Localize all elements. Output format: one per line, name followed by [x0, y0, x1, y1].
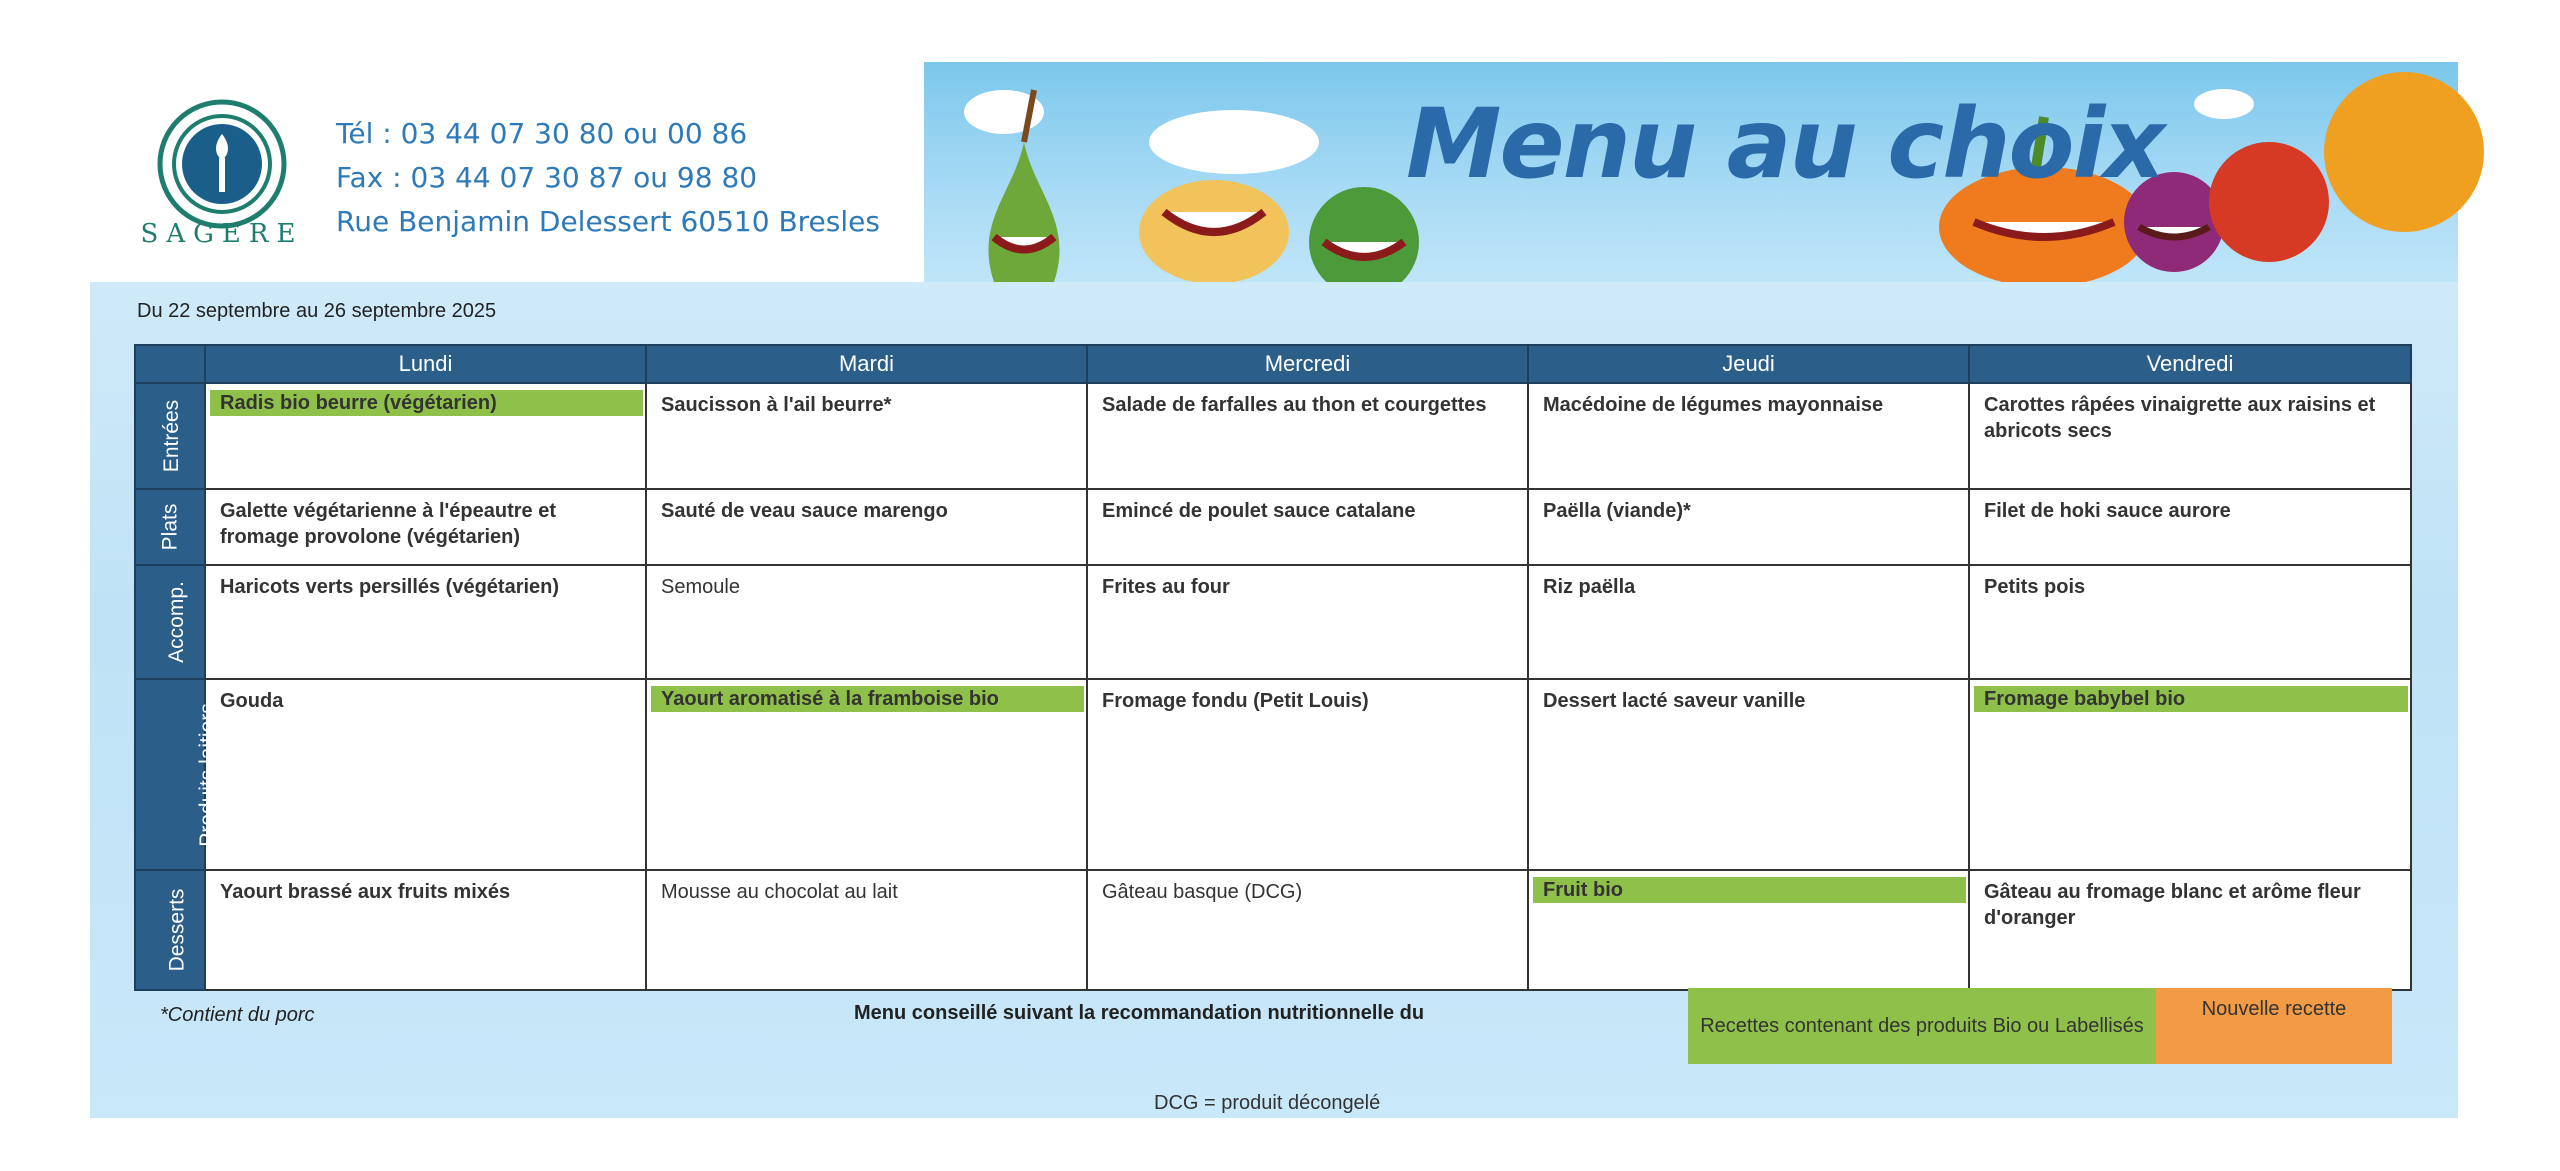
menu-cell [205, 565, 646, 679]
category-cell [135, 383, 205, 489]
menu-cell [1528, 383, 1969, 489]
day-header: Mardi [646, 345, 1087, 383]
menu-cell [205, 489, 646, 565]
day-header: Lundi [205, 345, 646, 383]
menu-cell [1969, 383, 2411, 489]
menu-cell [646, 383, 1087, 489]
phone-line: Tél : 03 44 07 30 80 ou 00 86 [336, 117, 748, 150]
category-cell [135, 565, 205, 679]
legend-new-recipe: Nouvelle recette [2156, 988, 2392, 1064]
menu-row [135, 679, 2411, 869]
menu-banner [924, 62, 2458, 282]
menu-cell [1087, 383, 1528, 489]
dish-name: Haricots verts persillés (végétarien) [220, 576, 560, 599]
address-line: Rue Benjamin Delessert 60510 Bresles [336, 205, 880, 238]
category-cell [135, 679, 219, 869]
corner-cell [135, 345, 205, 383]
menu-cell [1528, 565, 1969, 679]
menu-cell [1969, 679, 2411, 869]
menu-cell [646, 489, 1087, 565]
dish-name: Yaourt aromatisé à la framboise bio [651, 686, 1084, 712]
dish-name: Sauté de veau sauce marengo [661, 500, 948, 523]
menu-cell [1969, 565, 2411, 679]
sagere-logo [136, 92, 311, 257]
legend-bio-label: Recettes contenant des produits Bio ou Labellisés [1700, 1015, 2144, 1037]
banner-title: Menu au choix [1406, 88, 2164, 200]
menu-cell [205, 870, 646, 990]
dish-name: Fromage babybel bio [1974, 686, 2408, 712]
dish-name: Mousse au chocolat au lait [661, 880, 898, 903]
dish-name: Filet de hoki sauce aurore [1984, 500, 2231, 523]
dish-name: Emincé de poulet sauce catalane [1102, 500, 1416, 523]
menu-cell [646, 565, 1087, 679]
category-label: Produits laitiers [195, 702, 219, 847]
menu-cell [205, 679, 646, 869]
menu-cell [1528, 870, 1969, 990]
menu-cell [1528, 489, 1969, 565]
menu-table [134, 344, 2412, 991]
menu-cell [1087, 870, 1528, 990]
day-header: Vendredi [1969, 345, 2411, 383]
logo-text: SAGERE [140, 219, 304, 249]
pork-footnote: *Contient du porc [160, 1004, 315, 1026]
category-label: Entrées [160, 399, 184, 473]
dish-name: Riz paëlla [1543, 576, 1636, 599]
category-label: Desserts [165, 888, 189, 972]
menu-cell [1087, 679, 1528, 869]
dish-name: Carottes râpées vinaigrette aux raisins et abricots secs [1984, 394, 2376, 442]
dish-name: Gâteau au fromage blanc et arôme fleur d'oranger [1984, 880, 2361, 929]
category-label: Accomp. [164, 581, 188, 664]
dish-name: Fruit bio [1533, 877, 1966, 903]
dish-name: Saucisson à l'ail beurre* [661, 394, 892, 416]
menu-cell [1528, 679, 1969, 869]
dish-name: Paëlla (viande)* [1543, 500, 1691, 523]
menu-cell [1969, 870, 2411, 990]
dish-name: Semoule [661, 576, 740, 599]
dish-name: Salade de farfalles au thon et courgettes [1102, 394, 1487, 416]
dish-name: Gâteau basque (DCG) [1102, 880, 1303, 903]
dish-name: Galette végétarienne à l'épeautre et fromage provolone (végétarien) [220, 500, 557, 549]
menu-row [135, 565, 2411, 679]
menu-row [135, 489, 2411, 565]
menu-cell [1969, 489, 2411, 565]
dish-name: Radis bio beurre (végétarien) [210, 390, 643, 416]
menu-cell [205, 383, 646, 489]
menu-cell [1087, 489, 1528, 565]
fax-line: Fax : 03 44 07 30 87 ou 98 80 [336, 161, 758, 194]
menu-cell [646, 679, 1087, 869]
dcg-note: DCG = produit décongelé [1154, 1092, 1381, 1114]
dish-name: Dessert lacté saveur vanille [1543, 690, 1806, 713]
date-range: Du 22 septembre au 26 septembre 2025 [137, 300, 497, 322]
menu-row [135, 383, 2411, 489]
day-header: Jeudi [1528, 345, 1969, 383]
dish-name: Frites au four [1102, 576, 1230, 599]
menu-cell [1087, 565, 1528, 679]
menu-row [135, 870, 2411, 990]
category-cell [135, 489, 205, 565]
legend-bio [1688, 988, 2156, 1064]
nutrition-recommendation: Menu conseillé suivant la recommandation nutritionnelle du [854, 1002, 1425, 1024]
dish-name: Fromage fondu (Petit Louis) [1102, 690, 1369, 713]
day-header-row [135, 345, 2411, 383]
dish-name: Petits pois [1984, 576, 2086, 599]
category-cell [135, 870, 205, 990]
dish-name: Yaourt brassé aux fruits mixés [220, 880, 511, 903]
category-label: Plats [158, 503, 181, 551]
contact-info [336, 112, 880, 244]
menu-cell [646, 870, 1087, 990]
dish-name: Gouda [220, 690, 284, 713]
day-header: Mercredi [1087, 345, 1528, 383]
dish-name: Macédoine de légumes mayonnaise [1543, 394, 1884, 416]
